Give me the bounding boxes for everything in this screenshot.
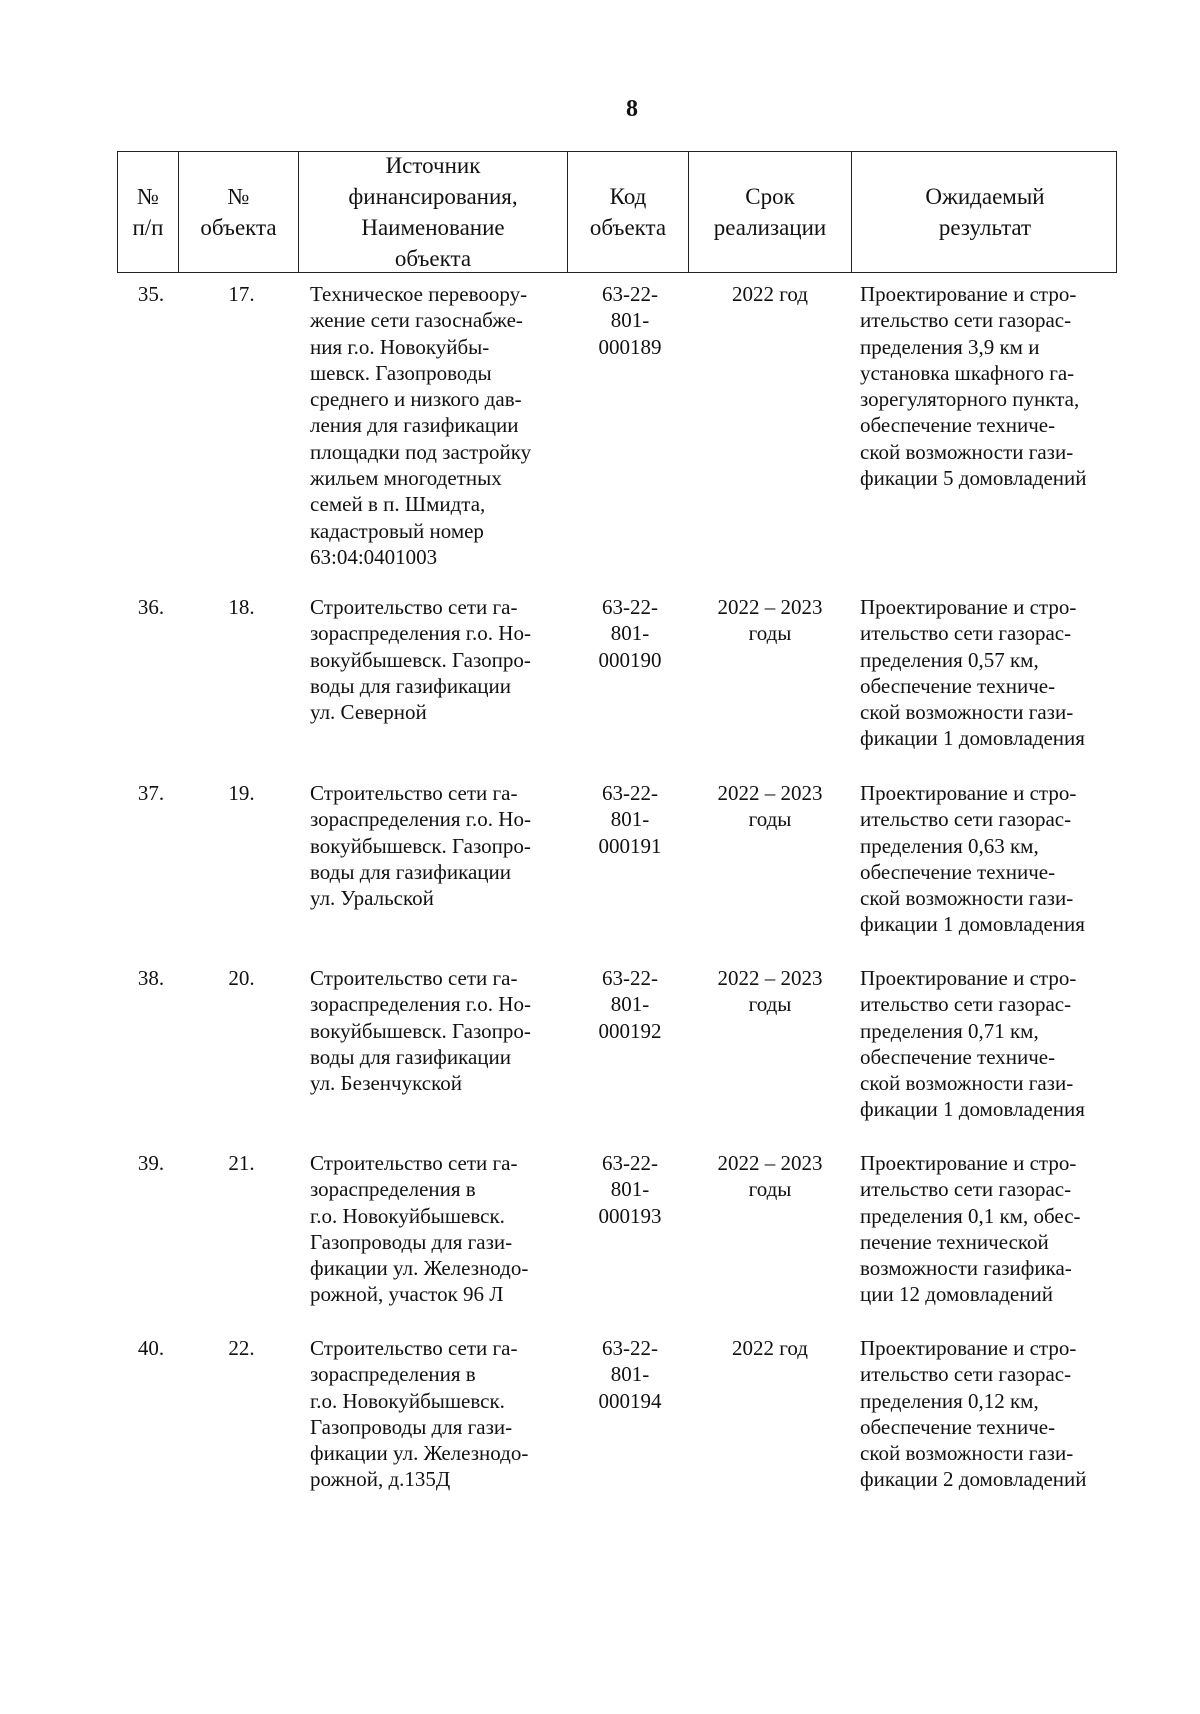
object-code: 63-22- 801- 000191 <box>598 781 662 858</box>
object-name: Строительство сети га- зораспределения г.о. Но- вокуйбышевск. Газопро- воды для газификации ул. Безенчукской <box>310 966 531 1096</box>
row-number: 39. <box>137 1151 165 1175</box>
object-number: 18. <box>228 595 255 619</box>
header-source-name: Источник финансирования, Наименование объекта <box>299 152 568 272</box>
implementation-term: 2022 – 2023 годы <box>717 966 823 1017</box>
object-name: Строительство сети га- зораспределения г.о. Но- вокуйбышевск. Газопро- воды для газификации ул. Северной <box>310 595 531 725</box>
object-name: Техническое перевоору- жение сети газоснабже- ния г.о. Новокуйбы- шевск. Газопроводы среднего и низкого дав- ления для газификации площадки под застройку жильем многодетных семей в п. Шмидта, кадастровый номер 63:04:0401003 <box>310 282 532 569</box>
object-code: 63-22- 801- 000190 <box>598 595 662 672</box>
row-number: 38. <box>137 966 165 990</box>
object-name: Строительство сети га- зораспределения в г.о. Новокуйбышевск. Газопроводы для гази- фикации ул. Железнодо- рожной, участок 96 Л <box>310 1151 529 1307</box>
object-code: 63-22- 801- 000189 <box>598 282 662 359</box>
object-number: 17. <box>228 282 255 306</box>
row-number: 37. <box>137 781 165 805</box>
expected-result: Проектирование и стро- ительство сети газорас- пределения 3,9 км и установка шкафного га- зорегуляторного пункта, обеспечение техниче- ской возможности гази- фикации 5 домовладений <box>860 282 1087 491</box>
object-number: 20. <box>228 966 255 990</box>
expected-result: Проектирование и стро- ительство сети газорас- пределения 0,57 км, обеспечение техниче- ской возможности гази- фикации 1 домовладения <box>860 595 1085 751</box>
implementation-term: 2022 – 2023 годы <box>717 595 823 646</box>
header-row-number: № п/п <box>118 152 179 272</box>
object-number: 21. <box>228 1151 255 1175</box>
object-code: 63-22- 801- 000194 <box>598 1336 662 1413</box>
implementation-term: 2022 – 2023 годы <box>717 781 823 832</box>
expected-result: Проектирование и стро- ительство сети газорас- пределения 0,12 км, обеспечение техниче- ской возможности гази- фикации 2 домовладений <box>860 1336 1087 1492</box>
header-object-number: № объекта <box>179 152 299 272</box>
implementation-term: 2022 год <box>732 282 808 306</box>
row-number: 40. <box>137 1336 165 1360</box>
object-name: Строительство сети га- зораспределения в г.о. Новокуйбышевск. Газопроводы для гази- фикации ул. Железнодо- рожной, д.135Д <box>310 1336 529 1492</box>
implementation-term: 2022 год <box>732 1336 808 1360</box>
object-name: Строительство сети га- зораспределения г.о. Но- вокуйбышевск. Газопро- воды для газификации ул. Уральской <box>310 781 531 911</box>
object-code: 63-22- 801- 000193 <box>598 1151 662 1228</box>
implementation-term: 2022 – 2023 годы <box>717 1151 823 1202</box>
expected-result: Проектирование и стро- ительство сети газорас- пределения 0,1 км, обес- печение технической возможности газифика- ции 12 домовладений <box>860 1151 1081 1307</box>
expected-result: Проектирование и стро- ительство сети газорас- пределения 0,71 км, обеспечение техниче- ской возможности гази- фикации 1 домовладения <box>860 966 1085 1122</box>
object-code: 63-22- 801- 000192 <box>598 966 662 1043</box>
header-code: Код объекта <box>568 152 689 272</box>
row-number: 36. <box>137 595 165 619</box>
row-number: 35. <box>137 282 165 306</box>
header-term: Срок реализации <box>689 152 852 272</box>
object-number: 22. <box>228 1336 255 1360</box>
table-header <box>117 151 1117 273</box>
header-result: Ожидаемый результат <box>925 184 1045 240</box>
page-number: 8 <box>626 96 638 122</box>
expected-result: Проектирование и стро- ительство сети газорас- пределения 0,63 км, обеспечение техниче- ской возможности гази- фикации 1 домовладения <box>860 781 1085 937</box>
object-number: 19. <box>228 781 255 805</box>
